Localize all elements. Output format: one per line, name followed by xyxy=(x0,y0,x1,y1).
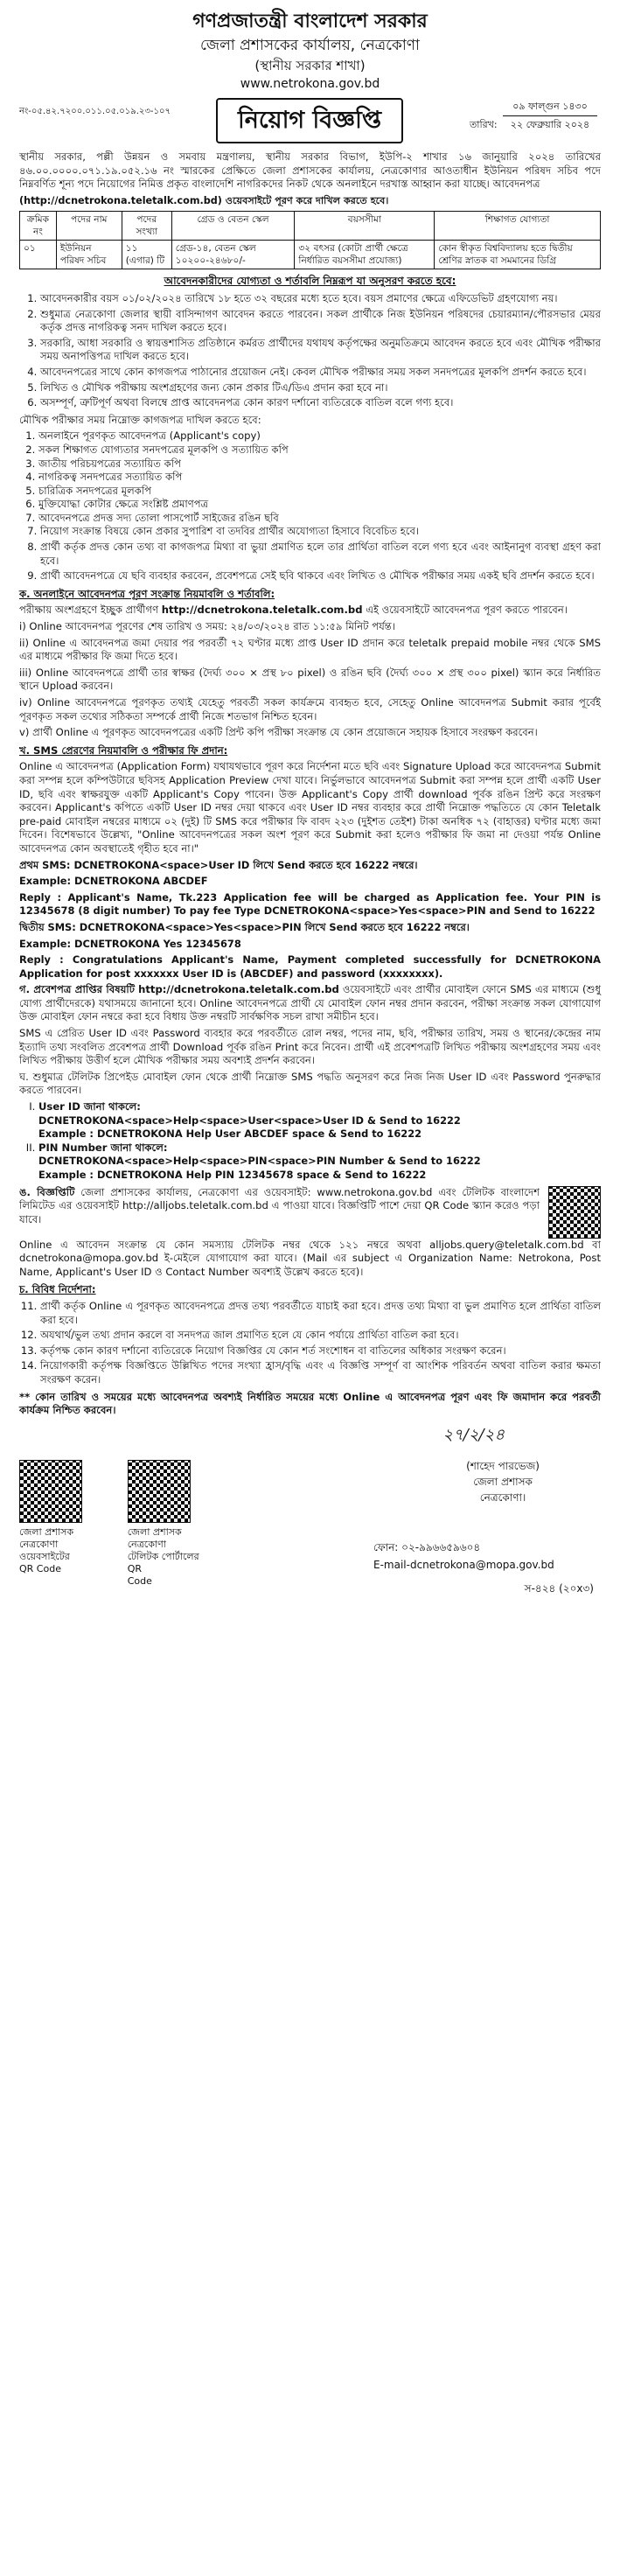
government-title: গণপ্রজাতন্ত্রী বাংলাদেশ সরকার xyxy=(192,10,428,32)
header-count: পদের সংখ্যা xyxy=(122,212,171,241)
teletalk-qr xyxy=(128,1460,212,1588)
memo-row xyxy=(19,98,601,150)
header-post: পদের নাম xyxy=(56,212,122,241)
qr-caption-line: Code xyxy=(127,1574,152,1587)
signature-area xyxy=(19,1425,601,1612)
signer-place: নেত্রকোণা। xyxy=(479,1490,526,1504)
example-label: Example: xyxy=(19,875,72,888)
list-item: 12. অযথার্থ/ভুল তথ্য প্রদান করলে বা সনদপত্র জাল প্রমাণিত হলে যে কোন পর্যায়ে প্রার্থিতা বাতিল করা হবে। xyxy=(40,1329,601,1343)
list-item xyxy=(38,1100,601,1141)
first-sms-format: DCNETROKONA<space>User ID লিখে Send করতে হবে 16222 নম্বরে। xyxy=(73,858,418,871)
other-section-title: চ. বিবিধ নির্দেশনা: xyxy=(19,1283,96,1296)
qr-caption-line: ওয়েবসাইটের xyxy=(19,1550,70,1562)
lost-credentials-list xyxy=(19,1100,601,1183)
website-text: www.netrokona.gov.bd xyxy=(240,77,380,91)
cell-age: ৩২ বৎসর (কোটা প্রার্থী ক্ষেত্রে নির্ধারিত বয়সসীমা প্রযোজ্য) xyxy=(295,241,435,269)
sms-section-title: খ. SMS প্রেরণের নিয়মাবলি ও পরীক্ষার ফি প্রদান: xyxy=(19,743,228,757)
final-note: ** কোন তারিখ ও সময়ের মধ্যে আবেদনপত্র অবশ্যই নির্ধারিত সময়ের মধ্যে Online এ আবেদনপত্র পূরণ এবং ফি জমাদান করে পরবর্তী কার্যক্রম নিশ্চিত করবেন। xyxy=(19,1390,601,1417)
other-instructions-list xyxy=(19,1300,601,1387)
lost-item-sms: DCNETROKONA<space>Help<space>PIN<space>PIN Number & Send to 16222 xyxy=(38,1155,481,1168)
office-name: জেলা প্রশাসকের কার্যালয়, নেত্রকোণা xyxy=(200,37,420,54)
second-sms-format: DCNETROKONA<space>Yes<space>PIN লিখে Send করতে হবে 16222 নম্বরে। xyxy=(79,920,470,933)
list-item: 7. আবেদনপত্রে প্রদত্ত সদ্য তোলা পাসপোর্ট সাইজের রঙিন ছবি xyxy=(38,512,601,526)
example-one-text: DCNETROKONA ABCDEF xyxy=(74,875,208,888)
header-age: বয়সসীমা xyxy=(295,212,435,241)
date-english: ২২ ফেব্রুয়ারি ২০২৪ xyxy=(510,119,590,130)
list-item: 4. নাগরিকত্ব সনদপত্রের সত্যায়িত কপি xyxy=(38,471,601,485)
cell-serial: ০১ xyxy=(20,241,57,269)
table-row xyxy=(20,241,601,269)
qr-caption-line: টেলিটক পোর্টালের QR xyxy=(127,1550,199,1574)
list-item: 5. লিখিত ও মৌখিক পরীক্ষায় অংশগ্রহণের জন্য কোন প্রকার টিএ/ডিএ প্রদান করা হবে না। xyxy=(40,381,601,395)
list-item: 5. চারিত্রিক সনদপত্রের মূলকপি xyxy=(38,485,601,499)
list-item: 2. শুধুমাত্র নেত্রকোণা জেলার স্থায়ী বাসিন্দাগণ আবেদন করতে পারবেন। সকল প্রার্থীকে নিজ ইউনিয়ন পরিষদের চেয়ারম্যান/পৌরসভার মেয়র কর্তৃক প্রদত্ত নাগরিকত্ব সনদ দাখিল করতে হবে। xyxy=(40,308,601,335)
cell-post: ইউনিয়ন পরিষদ সচিব xyxy=(56,241,122,269)
online-step: ii) Online এ আবেদনপত্র জমা দেয়ার পর পরবর্তী ৭২ ঘণ্টার মধ্যে প্রাপ্ত User ID প্রদান করে teletalk prepaid mobile নম্বর থেকে SMS এর মাধ্যমে পরীক্ষার ফি জমা দিতে হবে। xyxy=(19,636,601,663)
qr-code-icon xyxy=(548,1186,601,1239)
qr-code-icon xyxy=(128,1460,191,1523)
qr-caption-line: QR Code xyxy=(19,1562,61,1574)
list-item: 1. অনলাইনে পূরণকৃত আবেদনপত্র (Applicant's copy) xyxy=(38,429,601,443)
list-item: 2. সকল শিক্ষাগত যোগ্যতার সনদপত্রের মূলকপি ও সত্যায়িত কপি xyxy=(38,443,601,457)
lost-item-sms: DCNETROKONA<space>Help<space>User<space>User ID & Send to 16222 xyxy=(38,1113,461,1127)
date-label: তারিখ: xyxy=(470,119,498,130)
header-serial: ক্রমিক নং xyxy=(20,212,57,241)
signer-designation: জেলা প্রশাসক xyxy=(473,1475,533,1488)
conditions-banner: আবেদনকারীদের যোগ্যতা ও শর্তাবলি নিম্নরূপ যা অনুসরণ করতে হবে: xyxy=(164,275,456,288)
example-two xyxy=(19,938,601,952)
contact-phone: ফোন: ০২-৯৯৬৬৫৯৬০৪ xyxy=(373,1540,481,1553)
example-two-text: DCNETROKONA Yes 12345678 xyxy=(74,937,241,950)
memo-number: নং-০৫.৪২.৭২০০.০১১.০৫.০১৯.২৩-১০৭ xyxy=(19,107,171,116)
footer-code: স-৪২৪ (২০x৩) xyxy=(524,1581,594,1595)
post-table xyxy=(19,211,601,269)
documents-intro: মৌখিক পরীক্ষার সময় নিম্নোক্ত কাগজপত্র দাখিল করতে হবে: xyxy=(19,413,261,426)
notice-availability-block xyxy=(19,1186,601,1239)
online-step: i) Online আবেদনপত্র পূরণের শেষ তারিখ ও সময়: ২৪/০৩/২০২৪ রাত ১১:৫৯ মিনিট পর্যন্ত। xyxy=(19,620,395,633)
cell-count: ১১ (এগার) টি xyxy=(122,241,171,269)
cell-qualification: কোন স্বীকৃত বিশ্ববিদ্যালয় হতে দ্বিতীয় শ্রেণির স্নাতক বা সমমানের ডিগ্রি xyxy=(435,241,601,269)
list-item: 1. আবেদনকারীর বয়স ০১/০২/২০২৪ তারিখে ১৮ হতে ৩২ বছরের মধ্যে হতে হবে। বয়স প্রমাণের ক্ষেত্রে এফিডেভিট গ্রহণযোগ্য নয়। xyxy=(40,292,601,306)
online-step: v) প্রার্থী Online এ পূরণকৃত আবেদনপত্রের একটি প্রিন্ট কপি পরীক্ষা সংক্রান্ত যে কোন প্রয়োজনে সহায়ক হিসাবে সংরক্ষণ করবেন। xyxy=(19,726,538,739)
first-sms-label: প্রথম SMS: xyxy=(19,858,71,871)
second-sms-label: দ্বিতীয় SMS: xyxy=(19,920,76,933)
online-intro xyxy=(19,604,601,618)
list-item: 13. কর্তৃপক্ষ কোন কারণ দর্শানো ব্যতিরেকে নিয়োগ বিজ্ঞপ্তির যে কোন শর্ত সংশোধন বা বাতিলের অধিকার সংরক্ষণ করেন। xyxy=(40,1344,601,1358)
help-paragraph: Online এ আবেদন সংক্রান্ত যে কোন সমস্যায় টেলিটক নম্বর থেকে ১২১ নম্বরে অথবা alljobs.query@teletalk.com.bd বা dcnetrokona@mopa.gov.bd ই-মেইলে যোগাযোগ করা যাবে। (Mail এর subject এ Organization Name: Netrokona, Post Name, Applicant's User ID ও Contact Number অবশ্যই উল্লেখ করতে হবে)। xyxy=(19,1238,601,1278)
lost-item-label: PIN Number জানা থাকলে: xyxy=(38,1141,168,1154)
example-one xyxy=(19,875,601,889)
post-table-header xyxy=(20,212,601,241)
qr-caption-line: জেলা প্রশাসক xyxy=(127,1525,182,1538)
intro-paragraph: স্থানীয় সরকার, পল্লী উন্নয়ন ও সমবায় মন্ত্রণালয়, স্থানীয় সরকার বিভাগ, ইউপি-২ শাখার ১৬ জানুয়ারি ২০২৪ তারিখের ৪৬.০০.০০০০.০৭১.১৯.০৫২.১৬ নং স্মারকের প্রেক্ষিতে জেলা প্রশাসকের কার্যালয়, নেত্রকোণার আওতাধীন ইউনিয়ন পরিষদ সচিব পদে নিম্নবর্ণিত শূন্য পদে নিয়োগের নিমিত্ত প্রকৃত বাংলাদেশি নাগরিকদের নিকট থেকে অনলাইনে দরখাস্ত আহ্বান করা যাচ্ছে। আবেদনপত্র xyxy=(19,150,601,191)
list-item: 7. নিয়োগ সংক্রান্ত বিষয়ে কোন প্রকার সুপারিশ বা তদবির প্রার্থীর অযোগ্যতা হিসাবে বিবেচিত হবে। xyxy=(40,525,601,539)
conditions-list xyxy=(19,292,601,410)
lost-item-example: Example : DCNETROKONA Help User ABCDEF space & Send to 16222 xyxy=(38,1127,422,1141)
signature-scribble: ২৭/২/২৪ xyxy=(442,1425,505,1444)
header-grade: গ্রেড ও বেতন স্কেল xyxy=(171,212,295,241)
date-block xyxy=(470,98,601,134)
first-sms xyxy=(19,859,601,873)
second-sms xyxy=(19,921,601,935)
website-qr xyxy=(19,1460,103,1575)
contact-email[interactable]: E-mail-dcnetrokona@mopa.gov.bd xyxy=(373,1558,554,1571)
signer-name: (শাহেদ পারভেজ) xyxy=(466,1459,540,1472)
qr-caption-line: নেত্রকোণা xyxy=(19,1538,59,1550)
admit-card-title: গ. প্রবেশপত্র প্রাপ্তির বিষয়টি xyxy=(19,983,136,996)
admit-card-paragraph xyxy=(19,983,601,1024)
online-step: iv) Online আবেদনপত্রে পূরণকৃত তথ্যই যেহেতু পরবর্তী সকল কার্যক্রমে ব্যবহৃত হবে, সেহেতু Online আবেদনপত্র Submit করার পূর্বেই পূরণকৃত সকল তথ্যের সঠিকতা সম্পর্কে প্রার্থী নিজে শতভাগ নিশ্চিত হবেন। xyxy=(19,696,601,723)
list-item xyxy=(38,1141,601,1183)
list-item: 6. মুক্তিযোদ্ধা কোটার ক্ষেত্রে সংশ্লিষ্ট প্রমাণপত্র xyxy=(38,498,601,512)
admit-card-url[interactable]: http://dcnetrokona.teletalk.com.bd xyxy=(138,983,339,996)
qr-caption-line: নেত্রকোণা xyxy=(127,1538,166,1550)
date-bangla: ০৯ ফাল্গুন ১৪৩০ xyxy=(503,98,597,116)
more-conditions-list xyxy=(19,525,601,583)
admit-card-text: ওয়েবসাইটে এবং প্রার্থীর মোবাইল ফোনে SMS এর মাধ্যমে (শুধু যোগ্য প্রার্থীদেরকে) যথাসময়ে জানানো হবে। Online আবেদনপত্রে প্রার্থী যে মোবাইল ফোন নম্বর প্রদান করবেন, পরীক্ষা সংক্রান্ত সকল যোগাযোগ উক্ত মোবাইল ফোন নম্বরে করা হবে বিধায় উক্ত নম্বরটি সার্বক্ষণিক সচল রাখা সমীচীন হবে। xyxy=(19,983,602,1023)
signer-block xyxy=(466,1458,540,1505)
list-item: 14. নিয়োগকারী কর্তৃপক্ষ বিজ্ঞপ্তিতে উল্লিখিত পদের সংখ্যা হ্রাস/বৃদ্ধি এবং এ বিজ্ঞপ্তি সম্পূর্ণ বা আংশিক পরিবর্তন অথবা বাতিল করার ক্ষমতা সংরক্ষণ করেন। xyxy=(40,1359,601,1386)
header-qualification: শিক্ষাগত যোগ্যতা xyxy=(435,212,601,241)
list-item: 4. আবেদনপত্রের সাথে কোন কাগজপত্র পাঠানোর প্রয়োজন নেই। কেবল মৌখিক পরীক্ষার সময় সকল সনদপত্রের মূলকপি প্রদর্শন করতে হবে। xyxy=(40,366,601,380)
sms-intro: Online এ আবেদনপত্র (Application Form) যথাযথভাবে পূরণ করে নির্দেশনা মতে ছবি এবং Signature Upload করে আবেদনপত্র Submit করা সম্পন্ন হলে কম্পিউটারে ছবিসহ Application Preview দেখা যাবে। নির্ভুলভাবে আবেদনপত্র Submit করা সম্পন্ন হলে প্রার্থী একটি User ID, ছবি এবং স্বাক্ষরযুক্ত একটি Applicant's Copy পাবেন। উক্ত Applicant's Copy প্রার্থী download পূর্বক রঙিন প্রিন্ট করে সংরক্ষণ করবেন। Applicant's কপিতে একটি User ID নম্বর দেয়া থাকবে এবং User ID নম্বর ব্যবহার করে প্রার্থী নিম্নোক্ত পদ্ধতিতে যে কোন Teletalk pre-paid মোবাইল নম্বরের মাধ্যমে ০২ (দুই) টি SMS করে পরীক্ষার ফি বাবদ ২২৩ (দুইশত তেইশ) টাকা অনধিক ৭২ (বাহাত্তর) ঘণ্টার মধ্যে জমা দিবেন। বিশেষভাবে উল্লেখ্য, "Online আবেদনপত্রের সকল অংশ পূরণ করে Submit করা হলেও পরীক্ষার ফি জমা না দেওয়া পর্যন্ত Online আবেদনপত্র কোন অবস্থাতেই গৃহীত হবে না।" xyxy=(19,760,601,855)
list-item: 3. জাতীয় পরিচয়পত্রের সত্যায়িত কপি xyxy=(38,457,601,471)
online-step: iii) Online আবেদনপত্রে প্রার্থী তার স্বাক্ষর (দৈর্ঘ্য ৩০০ × প্রস্থ ৮০ pixel) ও রঙিন ছবি (দৈর্ঘ্য ৩০০ × প্রস্থ ৩০০ pixel) স্ক্যান করে নির্ধারিত স্থানে Upload করবেন। xyxy=(19,666,601,693)
notice-availability-title: ঙ. বিজ্ঞপ্তিটি xyxy=(19,1185,75,1198)
lost-item-example: Example : DCNETROKONA Help PIN 12345678 space & Send to 16222 xyxy=(38,1169,427,1181)
reply-two: Reply : Congratulations Applicant's Name, Payment completed successfully for DCNETROKONA Application for post xxxxxxx User ID is (ABCDEF) and password (xxxxxxxx). xyxy=(19,953,601,980)
qr-caption-line: জেলা প্রশাসক xyxy=(19,1525,74,1538)
list-item: 8. প্রার্থী কর্তৃক প্রদত্ত কোন তথ্য বা কাগজপত্র মিথ্যা বা ভুয়া প্রমাণিত হলে তার প্রার্থিতা বাতিল বলে গণ্য হবে এবং আইনানুগ ব্যবস্থা গ্রহণ করা হবে। xyxy=(40,541,601,568)
reply-one: Reply : Applicant's Name, Tk.223 Application fee will be charged as Application fee. Your PIN is 12345678 (8 digit number) To pay fee Type DCNETROKONA<space>Yes<space>PIN and Send to 16222 xyxy=(19,890,601,918)
example-label: Example: xyxy=(19,937,72,950)
list-item: 9. প্রার্থী আবেদনপত্রে যে ছবি ব্যবহার করবেন, প্রবেশপত্রে সেই ছবি থাকবে এবং লিখিত ও মৌখিক পরীক্ষার সময় একই ছবি প্রদর্শন করতে হবে। xyxy=(40,569,601,583)
list-item: 6. অসম্পূর্ণ, ত্রুটিপূর্ণ অথবা বিলম্বে প্রাপ্ত আবেদনপত্র কোন কারণ দর্শানো ব্যতিরেকে বাতিল বলে গণ্য হবে। xyxy=(40,396,601,410)
list-item: 11. প্রার্থী কর্তৃক Online এ পূরণকৃত আবেদনপত্রে প্রদত্ত তথ্য পরবর্তীতে যাচাই করা হবে। প্রদত্ত তথ্য মিথ্যা বা ভুল প্রমাণিত হলে প্রার্থিতা বাতিল করা হবে। xyxy=(40,1300,601,1327)
lost-item-label: User ID জানা থাকলে: xyxy=(38,1100,141,1113)
online-intro-text: পরীক্ষায় অংশগ্রহণে ইচ্ছুক প্রার্থীগণ xyxy=(19,604,159,617)
notice-availability-text: জেলা প্রশাসকের কার্যালয়, নেত্রকোণা এর ওয়েবসাইট: www.netrokona.gov.bd এবং টেলিটক বাংলাদেশ লিমিটেড এর ওয়েবসাইট http://alljobs.teletalk.com.bd এ পাওয়া যাবে। বিজ্ঞপ্তিটি পাশে দেয়া QR Code স্ক্যান করেও পড়া যাবে। xyxy=(19,1185,540,1225)
cell-grade: গ্রেড-১৪, বেতন স্কেল ১০২০০-২৪৬৮০/- xyxy=(171,241,295,269)
notice-availability xyxy=(19,1186,540,1236)
lost-credentials-title: ঘ. শুধুমাত্র টেলিটক প্রিপেইড মোবাইল ফোন থেকে প্রার্থী নিম্নোক্ত SMS পদ্ধতি অনুসরণ করে নিজ নিজ User ID এবং Password পুনরুদ্ধার করতে পারবেন। xyxy=(19,1070,601,1097)
notice-title: নিয়োগ বিজ্ঞপ্তি xyxy=(216,98,403,143)
admit-card-download: SMS এ প্রেরিত User ID এবং Password ব্যবহার করে পরবর্তীতে রোল নম্বর, পদের নাম, ছবি, পরীক্ষার তারিখ, সময় ও স্থানের/কেন্দ্রের নাম ইত্যাদি তথ্য সংবলিত প্রবেশপত্র প্রার্থী Download পূর্বক রঙিন Print করে নিবেন। প্রার্থী এই প্রবেশপত্রটি লিখিত পরীক্ষায় অংশগ্রহণের সময় এবং লিখিত পরীক্ষায় উত্তীর্ণ হলে মৌখিক পরীক্ষার সময় অবশ্যই প্রদর্শন করবেন। xyxy=(19,1027,601,1067)
qr-code-icon xyxy=(19,1460,82,1523)
list-item: 3. সরকারি, আধা সরকারি ও স্বায়ত্তশাসিত প্রতিষ্ঠানে কর্মরত প্রার্থীদের যথাযথ কর্তৃপক্ষের অনুমতিক্রমে আবেদন করতে হবে এবং মৌখিক পরীক্ষার সময় অনাপত্তিপত্র দাখিল করতে হবে। xyxy=(40,337,601,364)
application-url-line: (http://dcnetrokona.teletalk.com.bd) ওয়েবসাইটে পূরণ করে দাখিল করতে হবে। xyxy=(19,194,389,206)
online-intro-tail: এই ওয়েবসাইটে আবেদনপত্র পূরণ করতে পারবেন। xyxy=(366,604,568,617)
online-section-title: ক. অনলাইনে আবেদনপত্র পূরণ সংক্রান্ত নিয়মাবলি ও শর্তাবলি: xyxy=(19,587,275,600)
online-url-link[interactable]: http://dcnetrokona.teletalk.com.bd xyxy=(161,604,363,617)
branch-name: (স্থানীয় সরকার শাখা) xyxy=(254,58,366,73)
documents-list xyxy=(19,429,601,525)
bottom-qr-codes xyxy=(19,1460,233,1588)
contact-block xyxy=(373,1539,601,1574)
